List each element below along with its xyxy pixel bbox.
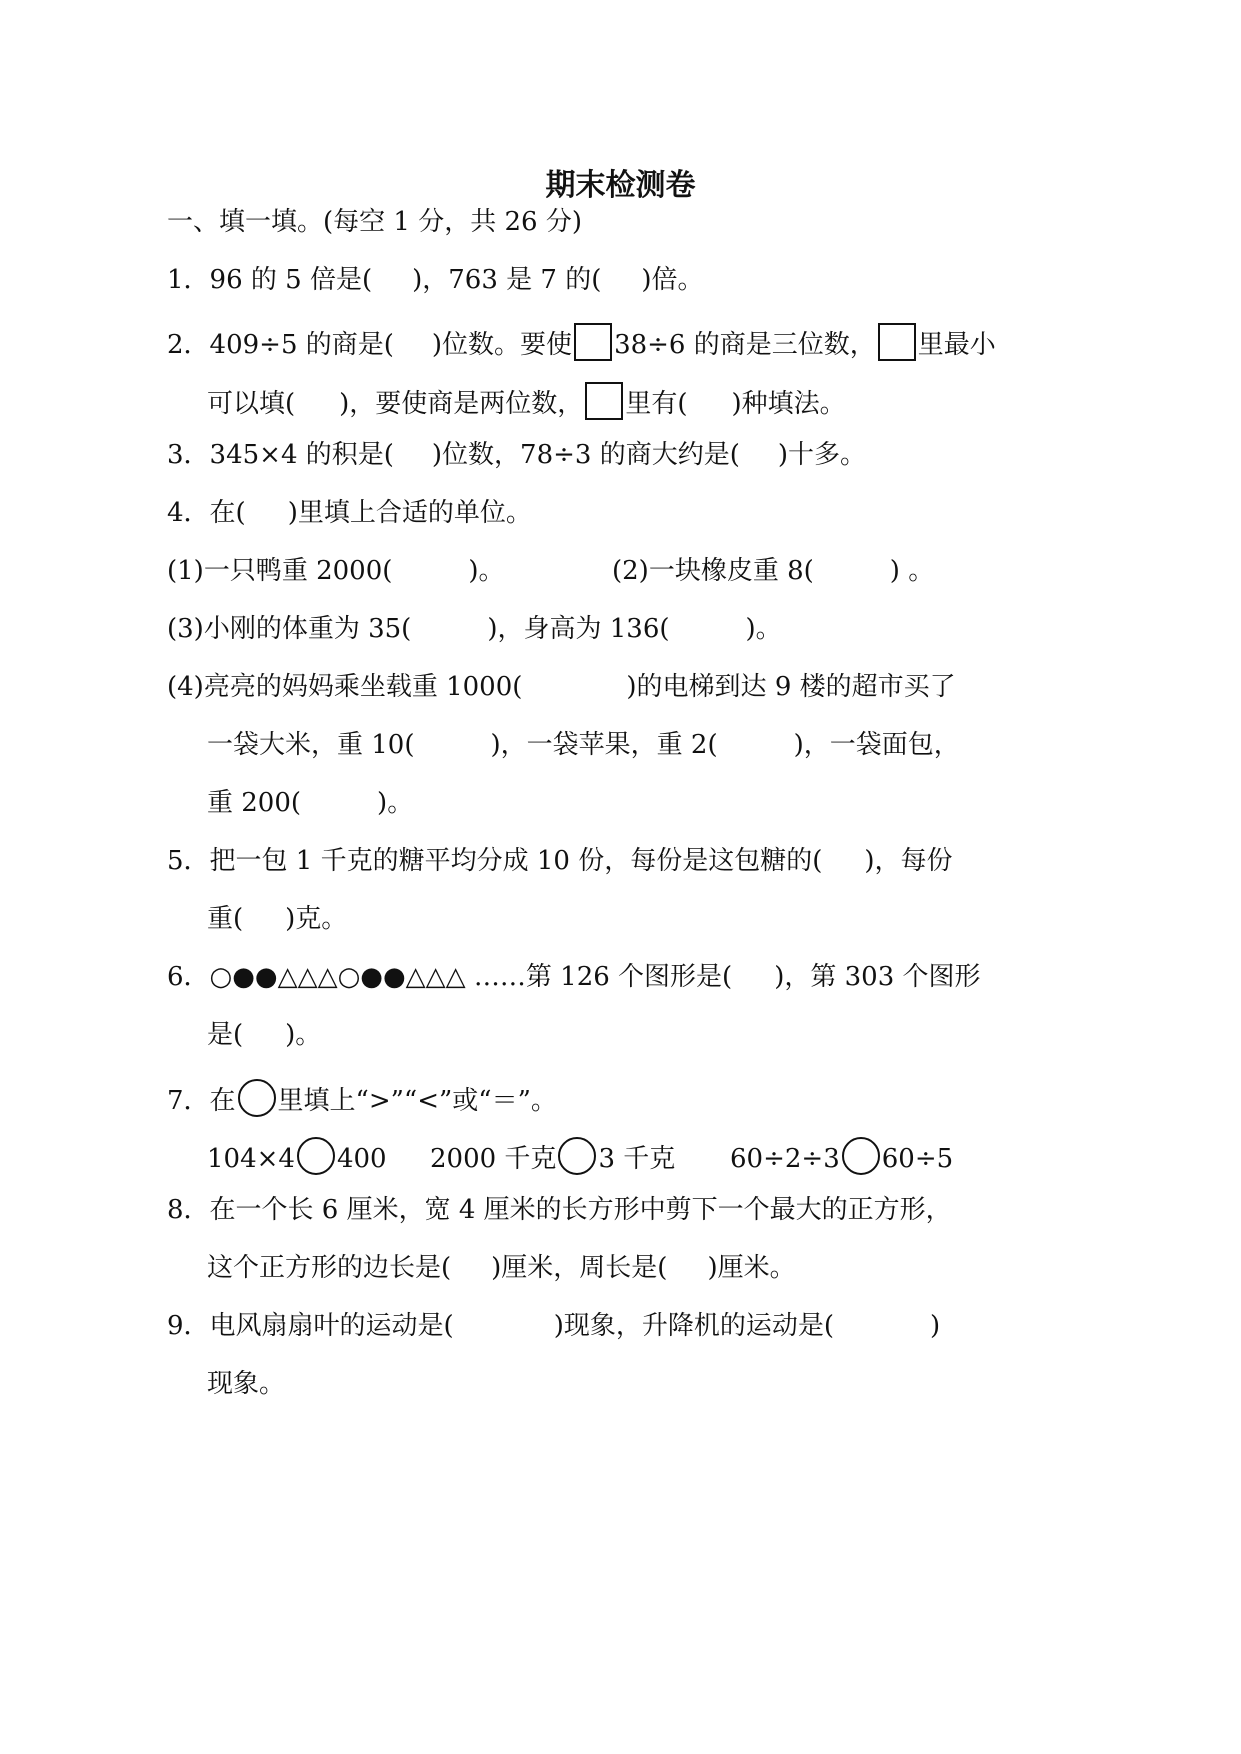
question-6-line-1: 6．○●●△△△○●●△△△ ……第 126 个图形是( )，第 303 个图形: [167, 962, 981, 992]
compare-circle[interactable]: [297, 1137, 335, 1175]
question-4: 4．在( )里填上合适的单位。: [167, 498, 532, 528]
question-7-expression-3: 60÷2÷3 60÷5: [730, 1137, 953, 1179]
question-7-expression-1: 104×4 400: [207, 1137, 387, 1179]
question-9-line-1: 9．电风扇扇叶的运动是( )现象，升降机的运动是( ): [167, 1311, 941, 1341]
question-4-part-4-line-2: 一袋大米，重 10( )，一袋苹果，重 2( )，一袋面包，: [207, 730, 960, 760]
compare-circle: [238, 1079, 276, 1117]
question-4-part-3: (3)小刚的体重为 35( )，身高为 136( )。: [167, 614, 782, 644]
page-title: 期末检测卷: [545, 168, 696, 203]
section-heading: 一、填一填。(每空 1 分，共 26 分): [167, 207, 582, 237]
question-3: 3．345×4 的积是( )位数，78÷3 的商大约是( )十多。: [167, 440, 867, 470]
question-5-line-1: 5．把一包 1 千克的糖平均分成 10 份，每份是这包糖的( )，每份: [167, 846, 953, 876]
compare-circle[interactable]: [558, 1137, 596, 1175]
compare-circle[interactable]: [842, 1137, 880, 1175]
answer-box[interactable]: [585, 382, 623, 420]
answer-box[interactable]: [574, 323, 612, 361]
answer-box[interactable]: [878, 323, 916, 361]
question-4-part-2: (2)一块橡皮重 8( ) 。: [612, 556, 935, 586]
question-5-line-2: 重( )克。: [207, 904, 348, 934]
question-8-line-2: 这个正方形的边长是( )厘米，周长是( )厘米。: [207, 1253, 796, 1283]
question-7-expression-2: 2000 千克 3 千克: [430, 1137, 675, 1179]
question-6-line-2: 是( )。: [207, 1020, 322, 1050]
question-8-line-1: 8．在一个长 6 厘米，宽 4 厘米的长方形中剪下一个最大的正方形，: [167, 1195, 952, 1225]
question-9-line-2: 现象。: [207, 1369, 286, 1399]
question-2-line-1: 2．409÷5 的商是( )位数。要使 38÷6 的商是三位数， 里最小: [167, 323, 996, 365]
question-2-line-2: 可以填( )，要使商是两位数， 里有( )种填法。: [207, 382, 846, 424]
question-4-part-1: (1)一只鸭重 2000( )。: [167, 556, 505, 586]
question-4-part-4-line-3: 重 200( )。: [207, 788, 414, 818]
question-4-part-4-line-1: (4)亮亮的妈妈乘坐载重 1000( )的电梯到达 9 楼的超市买了: [167, 672, 956, 702]
question-7: 7．在 里填上“>”“<”或“＝”。: [167, 1079, 557, 1121]
question-1: 1．96 的 5 倍是( )，763 是 7 的( )倍。: [167, 265, 704, 295]
